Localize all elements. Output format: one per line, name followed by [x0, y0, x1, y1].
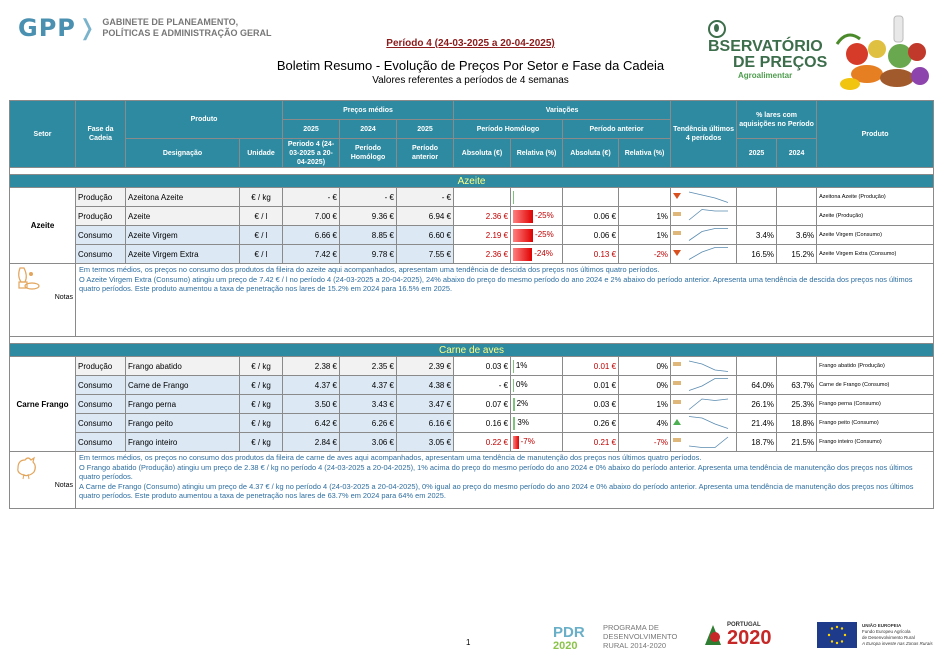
relative-value: 1% [515, 361, 528, 371]
trend-cell [671, 433, 737, 452]
trend-cell [671, 245, 737, 264]
anterior-rel-cell: -2% [619, 245, 671, 264]
eu-line2: Fundo Europeu Agrícola [862, 629, 911, 634]
col-per-anterior: Período anterior [563, 120, 671, 139]
lares-2024-cell: 18.8% [777, 414, 817, 433]
pdr-line2: DESENVOLVIMENTO [603, 631, 678, 641]
table-row [10, 376, 934, 395]
price-2024-cell: - € [340, 188, 397, 207]
sparkline-path [689, 210, 728, 221]
org-line1: GABINETE DE PLANEAMENTO, [102, 17, 239, 27]
designacao-cell: Frango inteiro [126, 433, 240, 452]
lares-2024-cell: 21.5% [777, 433, 817, 452]
relative-value: 0% [516, 380, 528, 390]
designacao-cell: Frango peito [126, 414, 240, 433]
trend-flat-icon [673, 400, 681, 404]
lares-2025-cell: 18.7% [737, 433, 777, 452]
price-2024-cell: 9.78 € [340, 245, 397, 264]
anterior-abs-cell: 0.06 € [563, 207, 619, 226]
col-variacoes: Variações [454, 101, 671, 120]
setor-cell: Azeite [10, 188, 76, 264]
gpp-logo-text: GPP [18, 14, 76, 42]
col-l2025: 2025 [737, 139, 777, 168]
notes-icon-cell [10, 452, 76, 509]
sparkline [687, 377, 731, 393]
anterior-abs-cell: 0.06 € [563, 226, 619, 245]
sparkline [687, 189, 731, 205]
col-produto2: Produto [817, 101, 934, 168]
col-lares: % lares com aquisições no Período [737, 101, 817, 139]
anterior-rel-cell: 1% [619, 395, 671, 414]
lares-2024-cell: 15.2% [777, 245, 817, 264]
unidade-cell: € / kg [240, 395, 283, 414]
unidade-cell: € / l [240, 207, 283, 226]
portugal2020-logo [703, 622, 772, 648]
page-number: 1 [466, 638, 471, 647]
trend-up-icon [673, 419, 681, 425]
price-2024-cell: 8.85 € [340, 226, 397, 245]
sparkline-path [689, 417, 728, 429]
lares-2024-cell [777, 357, 817, 376]
trend-down-icon [673, 193, 681, 199]
anterior-rel-cell: -7% [619, 433, 671, 452]
eu-line1: UNIÃO EUROPEIA [862, 623, 902, 628]
price-anterior-cell: 7.55 € [397, 245, 454, 264]
eu-logo [817, 622, 933, 648]
anterior-abs-cell: 0.21 € [563, 433, 619, 452]
col-produto: Produto [126, 101, 283, 139]
price-2025-cell: 7.00 € [283, 207, 340, 226]
relative-value: -7% [520, 437, 535, 447]
homologo-abs-cell: 2.36 € [454, 207, 511, 226]
col-precos-medios: Preços médios [283, 101, 454, 120]
note-paragraph: O Frango abatido (Produção) atingiu um preço de 2.38 € / kg no período 4 (24-03-2025 a 20-04-2025), 1% acima do preço do mesmo período do ano 2024 e 0% abaixo do período anterior. Apresenta uma tendência de manutenção dos preços nos últimos quatro períodos. [79, 462, 913, 481]
sparkline [687, 415, 731, 431]
col-tendencia: Tendência últimos 4 períodos [671, 101, 737, 168]
chevron-right-icon: ❭ [77, 15, 97, 40]
col-y2025: 2025 [283, 120, 340, 139]
table-row [10, 245, 934, 264]
trend-flat-icon [673, 362, 681, 366]
sparkline [687, 246, 731, 262]
anterior-abs-cell: 0.13 € [563, 245, 619, 264]
price-anterior-cell: 6.60 € [397, 226, 454, 245]
page-subtitle: Valores referentes a períodos de 4 semanas [372, 75, 569, 86]
sparkline-path [689, 361, 728, 372]
homologo-abs-cell: 2.19 € [454, 226, 511, 245]
lares-2024-cell: 25.3% [777, 395, 817, 414]
unidade-cell: € / kg [240, 357, 283, 376]
trend-cell [671, 188, 737, 207]
col-designacao: Designação [126, 139, 240, 168]
col-l2024: 2024 [777, 139, 817, 168]
table-row [10, 414, 934, 433]
price-anterior-cell: 4.38 € [397, 376, 454, 395]
homologo-rel-cell [511, 414, 563, 433]
trend-cell [671, 414, 737, 433]
svg-text:2020: 2020 [553, 640, 578, 650]
price-2025-cell: - € [283, 188, 340, 207]
price-anterior-cell: - € [397, 188, 454, 207]
price-2024-cell: 2.35 € [340, 357, 397, 376]
unidade-cell: € / l [240, 226, 283, 245]
unidade-cell: € / l [240, 245, 283, 264]
homologo-abs-cell: 0.03 € [454, 357, 511, 376]
trend-cell [671, 207, 737, 226]
pdr-line1: PROGRAMA DE [603, 622, 659, 632]
relative-value: -25% [535, 230, 554, 240]
designacao-cell: Azeitona Azeite [126, 188, 240, 207]
note-paragraph: Em termos médios, os preços no consumo dos produtos da fileira do azeite aqui acompanhados, apresentam uma tendência de descida dos preços nos últimos quatro períodos. [79, 265, 660, 274]
col-y2025b: 2025 [397, 120, 454, 139]
spacer [10, 337, 934, 344]
fase-cell: Produção [76, 188, 126, 207]
sparkline-path [689, 229, 728, 241]
price-2025-cell: 3.50 € [283, 395, 340, 414]
produto-label-cell: Carne de Frango (Consumo) [817, 376, 934, 395]
price-anterior-cell: 6.16 € [397, 414, 454, 433]
anterior-abs-cell [563, 188, 619, 207]
trend-flat-icon [673, 438, 681, 442]
anterior-rel-cell: 0% [619, 376, 671, 395]
homologo-rel-cell [511, 207, 563, 226]
portugal-flag-icon [703, 623, 723, 647]
homologo-abs-cell: 0.16 € [454, 414, 511, 433]
anterior-rel-cell: 4% [619, 414, 671, 433]
fase-cell: Produção [76, 357, 126, 376]
table-row [10, 226, 934, 245]
eu-line4: A Europa investe nas Zonas Rurais [862, 641, 933, 646]
unidade-cell: € / kg [240, 376, 283, 395]
lares-2025-cell: 3.4% [737, 226, 777, 245]
lares-2024-cell [777, 188, 817, 207]
lares-2024-cell [777, 207, 817, 226]
variation-bar [513, 229, 533, 242]
sparkline [687, 396, 731, 412]
note-paragraph: A Carne de Frango (Consumo) atingiu um preço de 4.37 € / kg no período 4 (24-03-2025 a 20-04-2025), 0% igual ao preço do mesmo período do ano 2024 e 0% abaixo do período anterior. Apresenta uma tendência de manutenção dos preços nos últimos quatro períodos. Este produto aumentou a taxa de penetração nos lares de 63.7% em 2024 para 64% em 2025. [79, 481, 914, 500]
table-row [10, 357, 934, 376]
setor-cell: Carne Frango [10, 357, 76, 452]
price-anterior-cell: 6.94 € [397, 207, 454, 226]
sparkline [687, 358, 731, 374]
price-2024-cell: 6.26 € [340, 414, 397, 433]
homologo-rel-cell [511, 188, 563, 207]
price-2024-cell: 9.36 € [340, 207, 397, 226]
produto-label-cell: Azeitona Azeite (Produção) [817, 188, 934, 207]
price-anterior-cell: 3.47 € [397, 395, 454, 414]
unidade-cell: € / kg [240, 433, 283, 452]
anterior-abs-cell: 0.01 € [563, 357, 619, 376]
fase-cell: Consumo [76, 376, 126, 395]
price-2025-cell: 6.66 € [283, 226, 340, 245]
homologo-abs-cell: 0.07 € [454, 395, 511, 414]
notes-text [76, 264, 934, 337]
price-2025-cell: 2.38 € [283, 357, 340, 376]
sparkline-path [689, 248, 728, 260]
pt-label: PORTUGAL [727, 622, 761, 628]
eu-line3: de Desenvolvimento Rural [862, 635, 915, 640]
variation-bar [513, 210, 533, 223]
col-anterior: Período anterior [397, 139, 454, 168]
anterior-abs-cell: 0.01 € [563, 376, 619, 395]
price-2024-cell: 3.06 € [340, 433, 397, 452]
col-homologo: Período Homólogo [340, 139, 397, 168]
price-2025-cell: 6.42 € [283, 414, 340, 433]
anterior-abs-cell: 0.03 € [563, 395, 619, 414]
fase-cell: Consumo [76, 414, 126, 433]
trend-cell [671, 357, 737, 376]
produto-label-cell: Frango abatido (Produção) [817, 357, 934, 376]
produto-label-cell: Frango inteiro (Consumo) [817, 433, 934, 452]
lares-2025-cell: 64.0% [737, 376, 777, 395]
produto-label-cell: Azeite (Produção) [817, 207, 934, 226]
anterior-rel-cell: 1% [619, 207, 671, 226]
variation-bar [513, 379, 514, 392]
homologo-rel-cell [511, 395, 563, 414]
fase-cell: Consumo [76, 433, 126, 452]
pdr-line3: RURAL 2014-2020 [603, 640, 667, 650]
anterior-rel-cell [619, 188, 671, 207]
fase-cell: Consumo [76, 395, 126, 414]
pdr2020-icon [553, 622, 599, 650]
variation-bar [513, 191, 514, 204]
table-row [10, 433, 934, 452]
trend-flat-icon [673, 212, 681, 216]
sparkline-path [689, 192, 728, 203]
designacao-cell: Azeite [126, 207, 240, 226]
observatorio-logo [708, 20, 833, 80]
homologo-abs-cell: 2.36 € [454, 245, 511, 264]
table-row [10, 188, 934, 207]
variation-bar [513, 248, 532, 261]
org-line2: POLÍTICAS E ADMINISTRAÇÃO GERAL [102, 28, 272, 38]
anterior-abs-cell: 0.26 € [563, 414, 619, 433]
col-periodo4: Periodo 4 (24-03-2025 a 20-04-2025) [283, 139, 340, 168]
homologo-rel-cell [511, 357, 563, 376]
variation-bar [513, 436, 519, 449]
lares-2025-cell [737, 207, 777, 226]
col-relativa2: Relativa (%) [619, 139, 671, 168]
relative-value: 3% [517, 418, 529, 428]
produto-label-cell: Frango perna (Consumo) [817, 395, 934, 414]
vegetables-image-icon [832, 14, 932, 96]
relative-value: -24% [534, 249, 553, 259]
chicken-icon [12, 452, 73, 482]
homologo-rel-cell [511, 226, 563, 245]
notes-text [76, 452, 934, 509]
homologo-abs-cell: - € [454, 376, 511, 395]
col-relativa: Relativa (%) [511, 139, 563, 168]
price-2024-cell: 3.43 € [340, 395, 397, 414]
lares-2025-cell [737, 188, 777, 207]
sparkline [687, 227, 731, 243]
homologo-abs-cell [454, 188, 511, 207]
sparkline-path [689, 437, 728, 448]
variation-bar [513, 360, 514, 373]
trend-cell [671, 226, 737, 245]
lares-2024-cell: 3.6% [777, 226, 817, 245]
variation-bar [513, 398, 515, 411]
section-header: Azeite [10, 175, 934, 188]
price-anterior-cell: 3.05 € [397, 433, 454, 452]
anterior-rel-cell: 0% [619, 357, 671, 376]
designacao-cell: Carne de Frango [126, 376, 240, 395]
table-row [10, 395, 934, 414]
homologo-rel-cell [511, 245, 563, 264]
table-row [10, 207, 934, 226]
designacao-cell: Azeite Virgem [126, 226, 240, 245]
produto-label-cell: Frango peito (Consumo) [817, 414, 934, 433]
trend-flat-icon [673, 381, 681, 385]
col-unidade: Unidade [240, 139, 283, 168]
homologo-rel-cell [511, 433, 563, 452]
obs-line3: Agroalimentar [738, 71, 793, 80]
anterior-rel-cell: 1% [619, 226, 671, 245]
col-setor: Setor [10, 101, 76, 168]
price-2024-cell: 4.37 € [340, 376, 397, 395]
sparkline [687, 208, 731, 224]
notes-label: Notas [54, 294, 73, 301]
page-title: Boletim Resumo - Evolução de Preços Por Setor e Fase da Cadeia [276, 58, 665, 73]
homologo-abs-cell: 0.22 € [454, 433, 511, 452]
col-per-homologo: Período Homólogo [454, 120, 563, 139]
pt-year: 2020 [727, 627, 772, 649]
variation-bar [513, 417, 515, 430]
eu-flag-icon [817, 622, 857, 648]
produto-label-cell: Azeite Virgem (Consumo) [817, 226, 934, 245]
obs-line2: DE PREÇOS [733, 54, 828, 71]
svg-text:PDR: PDR [553, 624, 585, 641]
pdr-logo [553, 622, 677, 650]
spacer [10, 168, 934, 175]
lares-2024-cell: 63.7% [777, 376, 817, 395]
price-table [9, 100, 934, 509]
sparkline [687, 434, 731, 450]
fase-cell: Produção [76, 207, 126, 226]
note-paragraph: O Azeite Virgem Extra (Consumo) atingiu um preço de 7.42 € / l no período 4 (24-03-2025 a 20-04-2025), 24% abaixo do preço do mesmo período do ano 2024 e 2% abaixo do período anterior. Apresenta uma tendência de descida dos preços nos últimos quatro períodos. Este produto aumentou a taxa de penetração nos lares de 15.2% em 2024 para 16.5% em 2025. [79, 274, 913, 293]
homologo-rel-cell [511, 376, 563, 395]
relative-value: 2% [516, 399, 529, 409]
lares-2025-cell: 16.5% [737, 245, 777, 264]
price-2025-cell: 4.37 € [283, 376, 340, 395]
col-y2024: 2024 [340, 120, 397, 139]
produto-label-cell: Azeite Virgem Extra (Consumo) [817, 245, 934, 264]
price-2025-cell: 2.84 € [283, 433, 340, 452]
fase-cell: Consumo [76, 226, 126, 245]
col-absoluta: Absoluta (€) [454, 139, 511, 168]
lares-2025-cell: 26.1% [737, 395, 777, 414]
designacao-cell: Frango perna [126, 395, 240, 414]
unidade-cell: € / kg [240, 414, 283, 433]
col-absoluta2: Absoluta (€) [563, 139, 619, 168]
col-fase: Fase da Cadeia [76, 101, 126, 168]
trend-cell [671, 395, 737, 414]
section-header: Carne de aves [10, 344, 934, 357]
price-anterior-cell: 2.39 € [397, 357, 454, 376]
designacao-cell: Frango abatido [126, 357, 240, 376]
sparkline-path [689, 379, 728, 391]
olive-oil-icon [12, 264, 73, 294]
sparkline-path [689, 399, 728, 410]
trend-down-icon [673, 250, 681, 256]
unidade-cell: € / kg [240, 188, 283, 207]
notes-label: Notas [54, 482, 73, 489]
lares-2025-cell [737, 357, 777, 376]
fase-cell: Consumo [76, 245, 126, 264]
notes-icon-cell [10, 264, 76, 337]
note-paragraph: Em termos médios, os preços no consumo dos produtos da fileira de carne de aves aqui acompanhados, apresentam uma tendência de manutenção dos preços nos últimos quatro períodos. [79, 453, 702, 462]
trend-flat-icon [673, 231, 681, 235]
trend-cell [671, 376, 737, 395]
observatorio-o-icon [708, 20, 726, 38]
designacao-cell: Azeite Virgem Extra [126, 245, 240, 264]
lares-2025-cell: 21.4% [737, 414, 777, 433]
obs-line1: BSERVATÓRIO [708, 38, 823, 55]
relative-value: -25% [535, 211, 554, 221]
price-2025-cell: 7.42 € [283, 245, 340, 264]
period-title: Período 4 (24-03-2025 a 20-04-2025) [386, 38, 555, 49]
